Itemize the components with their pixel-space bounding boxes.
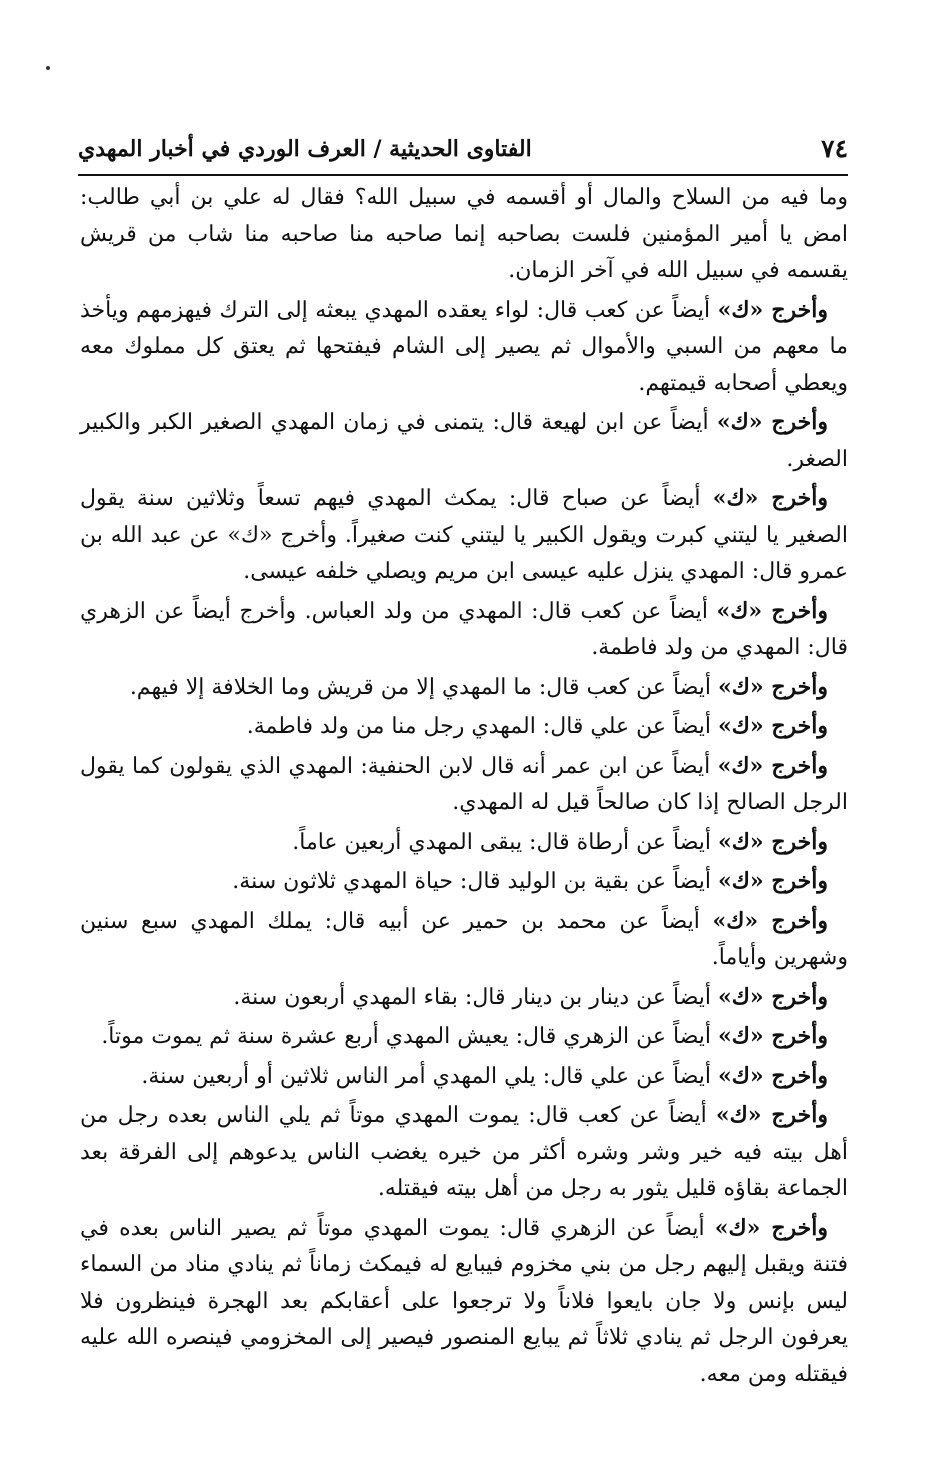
paragraph — [80, 979, 848, 1017]
paragraph — [80, 1018, 848, 1056]
paragraph — [80, 748, 848, 822]
paragraph — [80, 1058, 848, 1096]
scan-speck — [46, 66, 50, 70]
citation-lead: وأخرج «ك» — [718, 868, 828, 894]
paragraph — [80, 404, 848, 478]
citation-lead: وأخرج «ك» — [717, 752, 828, 779]
citation-lead: وأخرج «ك» — [718, 673, 828, 700]
paragraph — [80, 863, 848, 901]
page-header — [78, 128, 848, 172]
citation-lead: وأخرج «ك» — [712, 907, 828, 934]
paragraph-text: وما فيه من السلاح والمال أو أقسمه في سبيل الله؟ فقال له علي بن أبي طالب: امض يا أمير المؤمنين فلست بصاحبه إنما صاحبه منا صاحبه منا شاب من قريش يقسمه في سبيل الله في آخر الزمان. — [80, 185, 848, 283]
page-number: ٧٤ — [821, 134, 848, 163]
paragraph — [80, 708, 848, 746]
citation-lead: وأخرج «ك» — [718, 1023, 828, 1049]
paragraph — [80, 480, 848, 591]
paragraph-text: أيضاً عن الزهري قال: يموت المهدي موتاً ثم يصير الناس بعده في فتنة ويقبل إليهم رجل من بني مخزوم فيبايع له فيمكث زماناً ثم ينادي مناد من السماء ليس بإنس ولا جان بايعوا فلاناً ولا ترجعوا على أعقابكم بعد الهجرة فينظرون فلا يعرفون الرجل ثم ينادي ثلاثاً ثم يبايع المنصور فيصير إلى المخزومي فينصره الله عليه فيقتله ومن معه. — [80, 1215, 848, 1387]
paragraph — [80, 593, 848, 667]
paragraph-text: أيضاً عن كعب قال: لواء يعقده المهدي يبعثه إلى الترك فيهزمهم ويأخذ ما معهم من السبي والأموال ثم يصير إلى الشام فيفتحها ثم يعتق كل مملوك معه ويعطي أصحابه قيمتهم. — [80, 297, 848, 396]
citation-lead: وأخرج «ك» — [716, 597, 829, 624]
citation-lead: وأخرج «ك» — [712, 485, 829, 511]
citation-lead: وأخرج «ك» — [718, 828, 828, 855]
paragraph — [80, 1210, 848, 1394]
citation-lead: وأخرج «ك» — [714, 1214, 828, 1241]
paragraph-text: أيضاً عن الزهري قال: يعيش المهدي أربع عشرة سنة ثم يموت موتاً. — [101, 1024, 719, 1049]
paragraph-text: أيضاً عن صباح قال: يمكث المهدي فيهم تسعاً وثلاثين سنة يقول الصغير يا ليتني كبرت ويقول الكبير يا ليتني كنت صغيراً. وأخرج «ك» عن عبد الله بن عمرو قال: المهدي ينزل عليه عيسى ابن مريم ويصلي خلفه عيسى. — [80, 486, 848, 584]
citation-lead: وأخرج «ك» — [718, 713, 828, 739]
citation-lead: وأخرج «ك» — [717, 296, 829, 323]
citation-lead: وأخرج «ك» — [716, 409, 829, 435]
paragraph-text: أيضاً عن علي قال: يلي المهدي أمر الناس ثلاثين أو أربعين سنة. — [141, 1063, 719, 1089]
paragraph — [80, 292, 848, 403]
running-title: الفتاوى الحديثية / العرف الوردي في أخبار المهدي — [78, 136, 532, 162]
paragraph-text: أيضاً عن كعب قال: يموت المهدي موتاً ثم يلي الناس بعده رجل من أهل بيته فيه خير وشر وشره أكثر من خيره يغضب الناس يدعوهم إلى الفرقة بعد الجماعة بقاؤه قليل يثور به رجل من أهل بيته فيقتله. — [80, 1103, 848, 1201]
paragraph-text: أيضاً عن ابن عمر أنه قال لابن الحنفية: المهدي الذي يقولون كما يقول الرجل الصالح إذا كان صالحاً قيل له المهدي. — [80, 753, 848, 815]
paragraph-text: أيضاً عن علي قال: المهدي رجل منا من ولد فاطمة. — [246, 714, 719, 739]
page-body — [80, 180, 848, 1395]
paragraph — [80, 180, 848, 290]
paragraph-text: أيضاً عن ابن لهيعة قال: يتمنى في زمان المهدي الصغير الكبر والكبير الصغر. — [80, 410, 848, 472]
paragraph — [80, 824, 848, 862]
paragraph-text: أيضاً عن محمد بن حمير عن أبيه قال: يملك المهدي سبع سنين وشهرين وأياماً. — [80, 908, 848, 970]
paragraph-text: أيضاً عن أرطاة قال: يبقى المهدي أربعين عاماً. — [292, 829, 719, 855]
paragraph-text: أيضاً عن كعب قال: المهدي من ولد العباس. وأخرج أيضاً عن الزهري قال: المهدي من ولد فاطمة. — [80, 598, 848, 660]
citation-lead: وأخرج «ك» — [718, 1062, 828, 1089]
citation-lead: وأخرج «ك» — [718, 983, 828, 1010]
paragraph-text: أيضاً عن كعب قال: ما المهدي إلا من قريش وما الخلافة إلا فيهم. — [129, 674, 719, 700]
paragraph — [80, 669, 848, 707]
header-rule — [78, 174, 848, 176]
citation-lead: وأخرج «ك» — [715, 1102, 828, 1128]
paragraph-text: أيضاً عن دينار بن دينار قال: بقاء المهدي أربعون سنة. — [233, 984, 719, 1010]
paragraph — [80, 903, 848, 977]
paragraph — [80, 1097, 848, 1208]
paragraph-text: أيضاً عن بقية بن الوليد قال: حياة المهدي ثلاثون سنة. — [232, 869, 719, 894]
